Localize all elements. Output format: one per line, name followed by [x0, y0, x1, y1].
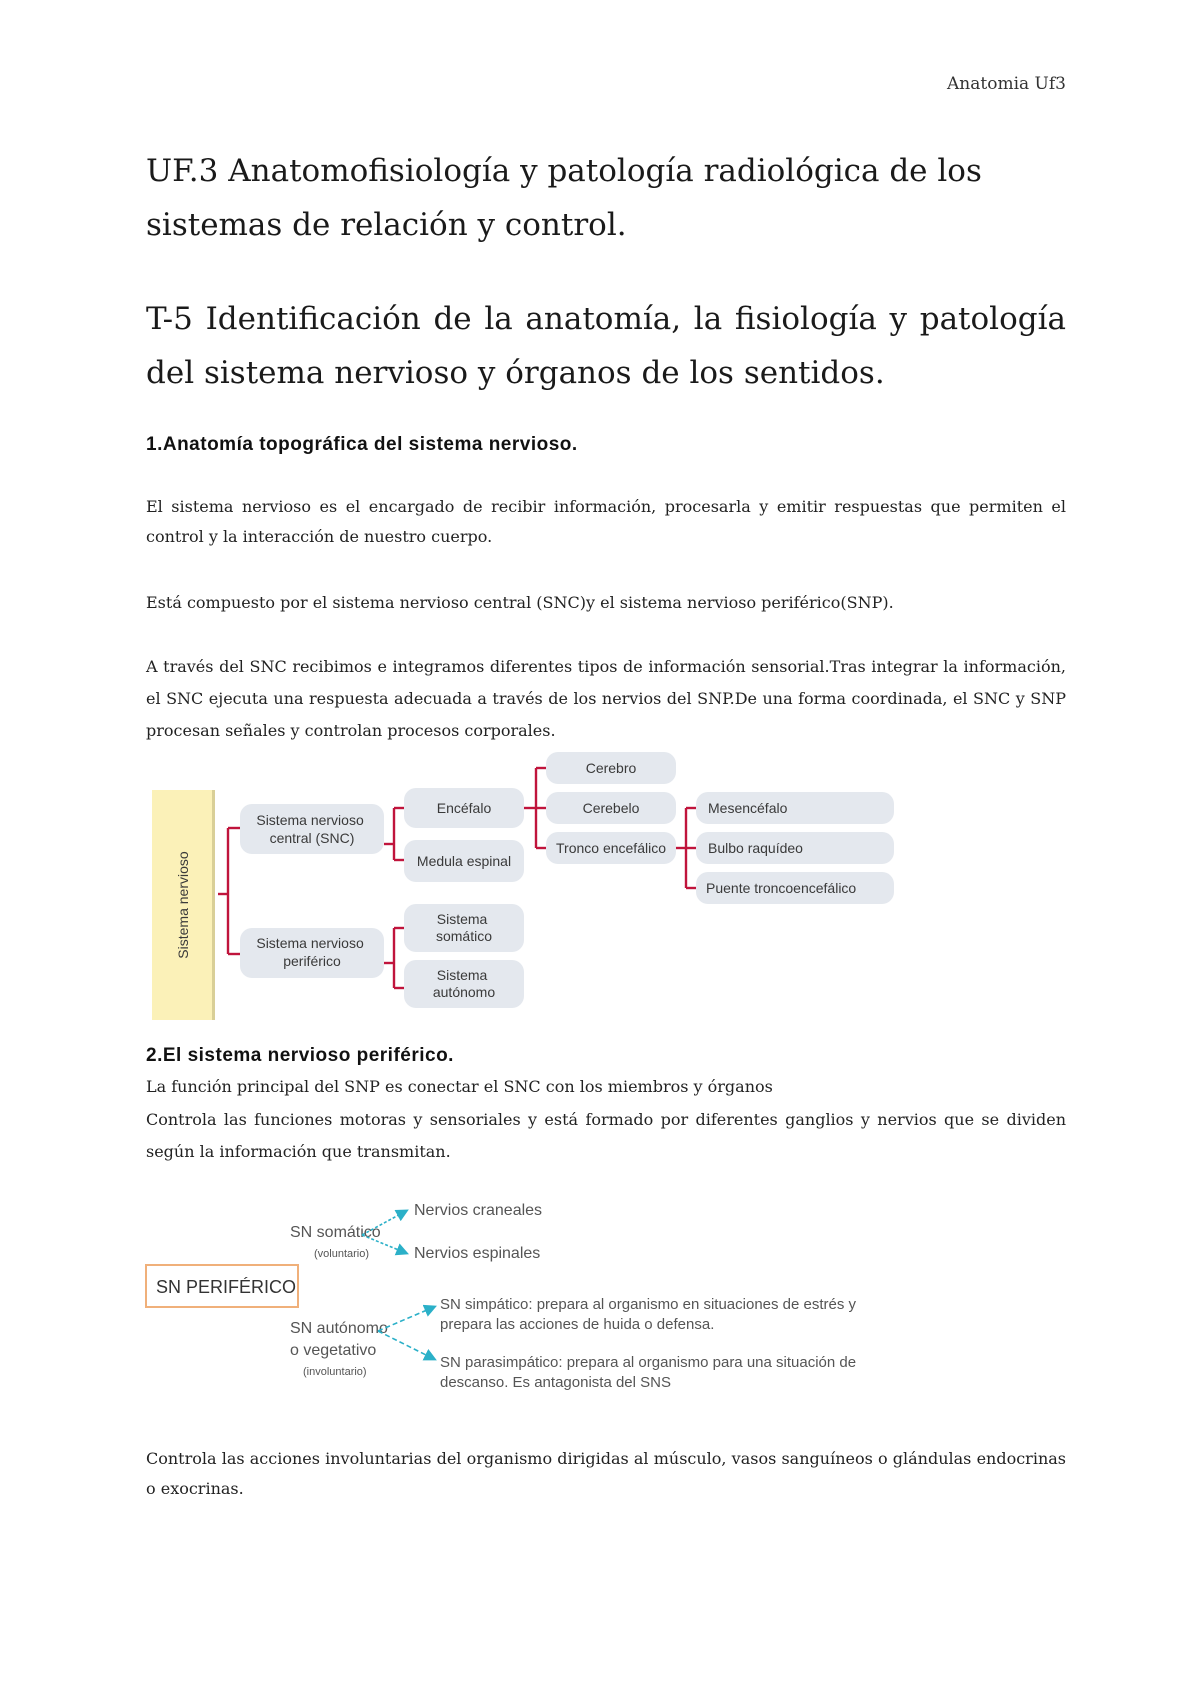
running-header: Anatomia Uf3 [947, 74, 1066, 94]
section-2-heading: 2.El sistema nervioso periférico. [146, 1045, 454, 1066]
section-1-paragraph-3: A través del SNC recibimos e integramos diferentes tipos de información sensorial.Tras integrar la información, el SNC ejecuta una respuesta adecuada a través de los nervios del SNP.De una forma coordinada, el SNC y SNP procesan señales y controlan procesos corporales. [146, 657, 1066, 740]
bulbo-label: Bulbo raquídeo [708, 840, 803, 856]
snp-label-line2: periférico [283, 953, 341, 969]
sn-simpatico-line1: SN simpático: prepara al organismo en situaciones de estrés y [440, 1296, 857, 1313]
section-2-paragraph-1: La función principal del SNP es conectar el SNC con los miembros y órganos [146, 1077, 773, 1096]
peripheral-system-diagram [140, 1195, 960, 1405]
mesencefalo-label: Mesencéfalo [708, 800, 788, 816]
snc-label-line1: Sistema nervioso [256, 812, 364, 828]
sn-parasimpatico-line1: SN parasimpático: prepara al organismo para una situación de [440, 1354, 857, 1371]
autonomo-label-line2: autónomo [432, 984, 496, 1000]
snp-label-line1: Sistema nervioso [256, 935, 364, 951]
section-1-paragraph-2: Está compuesto por el sistema nervioso central (SNC)y el sistema nervioso periférico(SNP). [146, 593, 894, 612]
snc-label-line2: central (SNC) [269, 830, 355, 846]
somatico-label [436, 911, 492, 944]
encefalo-label: Encéfalo [436, 800, 492, 816]
somatico-label-line2: somático [435, 928, 493, 944]
section-2-paragraph-2: Controla las funciones motoras y sensoriales y está formado por diferentes ganglios y nervios que se dividen según la información que transmitan. [146, 1110, 1066, 1161]
tronco-label: Tronco encefálico [556, 840, 666, 856]
sn-somatico-label: SN somático [290, 1224, 381, 1241]
sn-autonomo-label-2: o vegetativo [290, 1342, 377, 1359]
sn-somatico-note: (voluntario) [314, 1248, 370, 1260]
section-1-paragraph-1: El sistema nervioso es el encargado de recibir información, procesarla y emitir respuestas que permiten el control y la interacción de nuestro cuerpo. [146, 497, 1066, 546]
medula-label: Medula espinal [416, 853, 512, 869]
autonomo-label [433, 967, 495, 1000]
section-1-heading: 1.Anatomía topográfica del sistema nervioso. [146, 434, 578, 455]
nervios-espinales-label: Nervios espinales [414, 1245, 541, 1262]
autonomo-label-line1: Sistema [436, 967, 488, 983]
unit-title: UF.3 Anatomofisiología y patología radiológica de los sistemas de relación y control. [146, 153, 982, 243]
somatico-label-line1: Sistema [436, 911, 488, 927]
closing-paragraph: Controla las acciones involuntarias del organismo dirigidas al músculo, vasos sanguíneos o glándulas endocrinas o exocrinas. [146, 1449, 1066, 1498]
sn-autonomo-note: (involuntario) [303, 1366, 367, 1378]
diagram-root-label: Sistema nervioso [175, 851, 191, 959]
sn-parasimpatico-line2: descanso. Es antagonista del SNS [440, 1374, 671, 1391]
puente-label: Puente troncoencefálico [706, 880, 857, 896]
sn-simpatico-line2: prepara las acciones de huida o defensa. [440, 1316, 715, 1333]
nervous-system-diagram [140, 748, 900, 1020]
cerebro-label: Cerebro [585, 760, 637, 776]
sn-autonomo-label-1: SN autónomo [290, 1320, 388, 1337]
cerebelo-label: Cerebelo [582, 800, 640, 816]
nervios-craneales-label: Nervios craneales [414, 1202, 543, 1219]
somatic-arrows [362, 1211, 406, 1253]
topic-title: T-5 Identificación de la anatomía, la fisiología y patología del sistema nervioso y órganos de los sentidos. [146, 301, 1066, 391]
sn-periferico-label: SN PERIFÉRICO [156, 1277, 297, 1297]
